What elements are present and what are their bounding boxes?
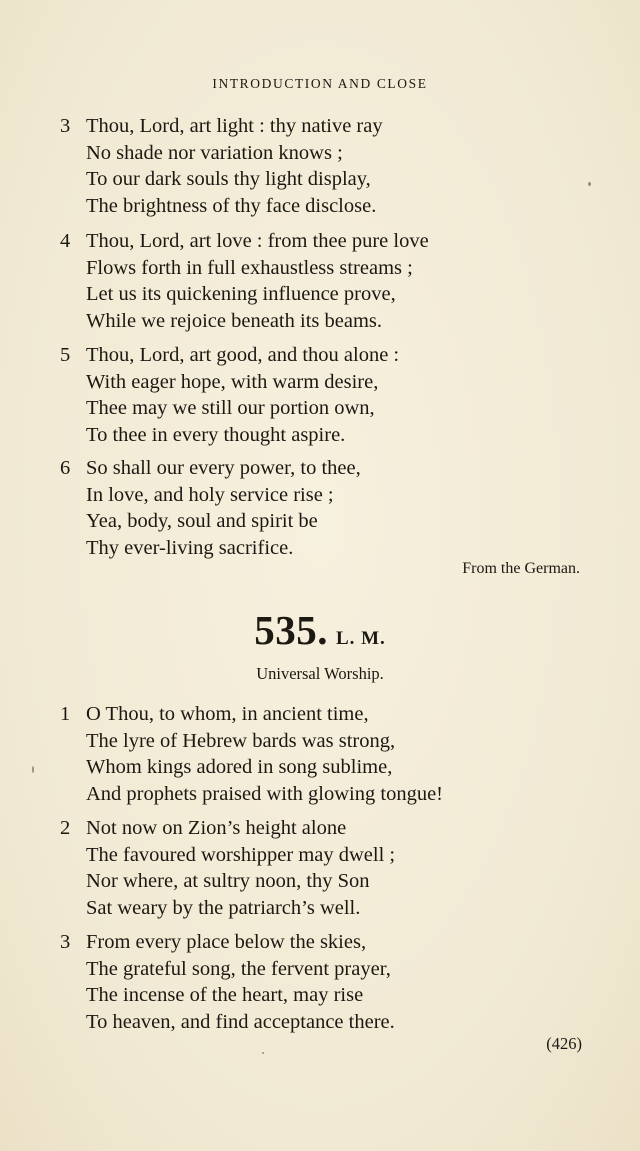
verse-line [60, 701, 600, 728]
verse-line [60, 1009, 600, 1036]
verse-text: The favoured worshipper may dwell ; [86, 843, 396, 866]
verse-line [60, 193, 600, 220]
stanza [60, 701, 600, 807]
verse-text: The brightness of thy face disclose. [86, 194, 377, 217]
stanza-number: 2 [60, 817, 71, 839]
verse-text: From every place below the skies, [86, 931, 367, 953]
verse-line [60, 113, 600, 140]
stanza [60, 113, 600, 219]
stanza-number: 1 [60, 703, 71, 725]
verse-line [60, 956, 600, 983]
verse-line [60, 281, 600, 308]
verse-text: To heaven, and find acceptance there. [86, 1010, 395, 1033]
verse-text: Thou, Lord, art good, and thou alone : [86, 344, 400, 366]
hymn-meter: L. M. [335, 628, 386, 649]
verse-text: So shall our every power, to thee, [86, 457, 361, 479]
verse-line [60, 535, 600, 562]
hymn-number: 535. [254, 607, 328, 653]
verse-line [60, 422, 600, 449]
stanza-number: 3 [60, 115, 71, 137]
verse-text: Thou, Lord, art light : thy native ray [86, 115, 383, 137]
stanza [60, 455, 600, 561]
paper-speck [32, 766, 34, 773]
verse-line [60, 895, 600, 922]
verse-line [60, 455, 600, 482]
verse-text: Yea, body, soul and spirit be [86, 510, 318, 533]
verse-text: O Thou, to whom, in ancient time, [86, 703, 369, 725]
verse-line [60, 842, 600, 869]
verse-text: Whom kings adored in song sublime, [86, 756, 393, 779]
verse-line [60, 728, 600, 755]
verse-line [60, 140, 600, 167]
verse-text: In love, and holy service rise ; [86, 483, 334, 506]
verse-text: The grateful song, the fervent prayer, [86, 957, 391, 980]
verse-text: Not now on Zion’s height alone [86, 817, 347, 839]
stanza [60, 929, 600, 1035]
verse-text: Flows forth in full exhaustless streams ; [86, 256, 413, 279]
verse-text: And prophets praised with glowing tongue! [86, 782, 443, 805]
verse-line [60, 868, 600, 895]
stanza [60, 228, 600, 334]
attribution: From the German. [462, 560, 580, 577]
verse-line [60, 166, 600, 193]
verse-line [60, 369, 600, 396]
stanza-number: 6 [60, 457, 71, 479]
verse-text: To thee in every thought aspire. [86, 423, 346, 446]
page-number: (426) [546, 1034, 582, 1053]
verse-text: Let us its quickening influence prove, [86, 283, 396, 306]
verse-line [60, 482, 600, 509]
verse-text: Sat weary by the patriarch’s well. [86, 896, 361, 919]
hymn-title: Universal Worship. [256, 664, 384, 683]
verse-line [60, 982, 600, 1009]
verse-text: To our dark souls thy light display, [86, 168, 371, 191]
hymn-heading [0, 606, 640, 654]
stanza-number: 4 [60, 230, 71, 252]
stanza [60, 342, 600, 448]
verse-text: Thee may we still our portion own, [86, 397, 375, 420]
verse-text: While we rejoice beneath its beams. [86, 309, 382, 332]
verse-line [60, 508, 600, 535]
verse-line [60, 754, 600, 781]
running-head: INTRODUCTION AND CLOSE [212, 76, 428, 91]
verse-text: The incense of the heart, may rise [86, 984, 364, 1007]
verse-line [60, 395, 600, 422]
verse-text: Thou, Lord, art love : from thee pure love [86, 230, 429, 252]
verse-line [60, 255, 600, 282]
stanza-number: 5 [60, 344, 71, 366]
verse-text: Thy ever-living sacrifice. [86, 536, 294, 559]
verse-line [60, 929, 600, 956]
verse-line [60, 815, 600, 842]
verse-text: No shade nor variation knows ; [86, 141, 343, 164]
verse-line [60, 781, 600, 808]
stanza [60, 815, 600, 921]
stanza-number: 3 [60, 931, 71, 953]
verse-text: The lyre of Hebrew bards was strong, [86, 729, 396, 752]
verse-text: With eager hope, with warm desire, [86, 370, 379, 393]
verse-line [60, 228, 600, 255]
verse-line [60, 308, 600, 335]
paper-speck [262, 1052, 264, 1054]
verse-text: Nor where, at sultry noon, thy Son [86, 870, 370, 893]
verse-line [60, 342, 600, 369]
